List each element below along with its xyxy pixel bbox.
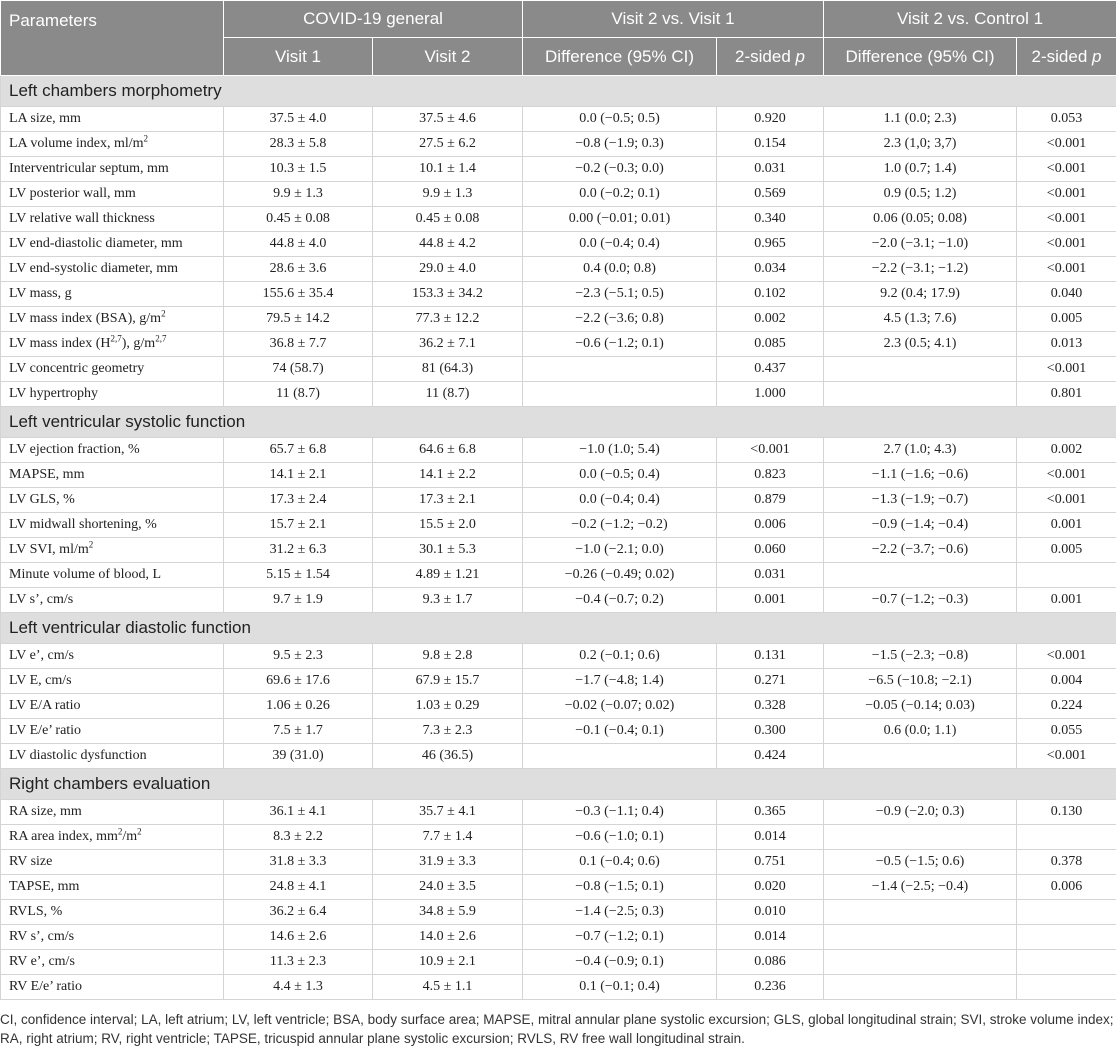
visit2-value-cell: 10.9 ± 2.1 [373,950,523,975]
difference-v2v1-cell: 0.1 (−0.4; 0.6) [523,850,717,875]
header-visit2-vs-visit1: Visit 2 vs. Visit 1 [523,1,824,38]
visit1-value-cell: 11 (8.7) [224,382,373,407]
parameter-cell: LV mass index $(H^{2,7})$, $g/m^{2,7}$ [1,332,224,357]
p-value-v2c1-cell: 0.002 [1017,438,1116,463]
p-value-v2v1-cell: 0.340 [717,207,824,232]
p-value-v2v1-cell: 0.031 [717,563,824,588]
p-value-v2c1-cell [1017,825,1116,850]
difference-v2c1-cell: −2.2 (−3.7; −0.6) [824,538,1017,563]
difference-v2v1-cell: 0.0 (−0.5; 0.5) [523,107,717,132]
visit2-value-cell: 27.5 ± 6.2 [373,132,523,157]
difference-v2c1-cell [824,357,1017,382]
table-row [1,232,1116,257]
p-value-v2c1-cell [1017,925,1116,950]
table-row [1,825,1116,850]
visit1-value-cell: 36.8 ± 7.7 [224,332,373,357]
table-row [1,488,1116,513]
difference-v2v1-cell: −0.7 (−1.2; 0.1) [523,925,717,950]
visit1-value-cell: 7.5 ± 1.7 [224,719,373,744]
table-row [1,644,1116,669]
table-row [1,563,1116,588]
difference-v2c1-cell: 0.6 (0.0; 1.1) [824,719,1017,744]
difference-v2v1-cell: 0.0 (−0.4; 0.4) [523,232,717,257]
p-value-v2c1-cell: <0.001 [1017,357,1116,382]
visit2-value-cell: 9.8 ± 2.8 [373,644,523,669]
difference-v2c1-cell: 0.9 (0.5; 1.2) [824,182,1017,207]
difference-v2c1-cell [824,563,1017,588]
visit1-value-cell: 4.4 ± 1.3 [224,975,373,1000]
visit2-value-cell: 29.0 ± 4.0 [373,257,523,282]
difference-v2v1-cell: 0.1 (−0.1; 0.4) [523,975,717,1000]
p-value-v2c1-cell: 0.001 [1017,513,1116,538]
visit1-value-cell: 5.15 ± 1.54 [224,563,373,588]
difference-v2v1-cell: 0.2 (−0.1; 0.6) [523,644,717,669]
p-value-v2c1-cell: 0.378 [1017,850,1116,875]
parameter-cell: LV GLS, % [1,488,224,513]
p-value-v2c1-cell [1017,900,1116,925]
visit2-value-cell: 1.03 ± 0.29 [373,694,523,719]
p-value-v2c1-cell: <0.001 [1017,257,1116,282]
difference-v2c1-cell [824,744,1017,769]
difference-v2c1-cell: −0.9 (−2.0; 0.3) [824,800,1017,825]
p-value-v2v1-cell: 0.569 [717,182,824,207]
p-value-v2c1-cell: <0.001 [1017,182,1116,207]
p-value-v2v1-cell: 1.000 [717,382,824,407]
visit1-value-cell: 17.3 ± 2.4 [224,488,373,513]
p-value-v2c1-cell: 0.013 [1017,332,1116,357]
visit2-value-cell: 24.0 ± 3.5 [373,875,523,900]
difference-v2v1-cell: −0.02 (−0.07; 0.02) [523,694,717,719]
visit2-value-cell: 31.9 ± 3.3 [373,850,523,875]
p-value-v2v1-cell: 0.002 [717,307,824,332]
visit1-value-cell: 155.6 ± 35.4 [224,282,373,307]
table-row [1,282,1116,307]
visit1-value-cell: 14.6 ± 2.6 [224,925,373,950]
visit2-value-cell: 77.3 ± 12.2 [373,307,523,332]
difference-v2v1-cell [523,382,717,407]
visit2-value-cell: 0.45 ± 0.08 [373,207,523,232]
difference-v2c1-cell [824,900,1017,925]
p-value-v2c1-cell: <0.001 [1017,157,1116,182]
parameter-cell: MAPSE, mm [1,463,224,488]
difference-v2c1-cell [824,975,1017,1000]
visit2-value-cell: 7.3 ± 2.3 [373,719,523,744]
section-title: Right chambers evaluation [1,769,1116,800]
visit2-value-cell: 14.0 ± 2.6 [373,925,523,950]
parameter-cell: RA size, mm [1,800,224,825]
header-visit1: Visit 1 [224,38,373,76]
visit1-value-cell: 9.5 ± 2.3 [224,644,373,669]
visit2-value-cell: 81 (64.3) [373,357,523,382]
table-row [1,132,1116,157]
header-p-v2v1: 2-sided p [717,38,824,76]
p-value-v2v1-cell: 0.424 [717,744,824,769]
section-row [1,407,1116,438]
header-difference-v2c1: Difference (95% CI) [824,38,1017,76]
p-value-v2c1-cell: <0.001 [1017,644,1116,669]
visit1-value-cell: 9.7 ± 1.9 [224,588,373,613]
visit2-value-cell: 7.7 ± 1.4 [373,825,523,850]
visit1-value-cell: 37.5 ± 4.0 [224,107,373,132]
p-value-v2c1-cell: <0.001 [1017,232,1116,257]
difference-v2v1-cell: −1.0 (1.0; 5.4) [523,438,717,463]
p-value-v2v1-cell: 0.437 [717,357,824,382]
difference-v2c1-cell: −1.4 (−2.5; −0.4) [824,875,1017,900]
visit1-value-cell: 24.8 ± 4.1 [224,875,373,900]
table-row [1,925,1116,950]
parameter-cell: RVLS, % [1,900,224,925]
parameter-cell: LV end-systolic diameter, mm [1,257,224,282]
visit1-value-cell: 39 (31.0) [224,744,373,769]
p-value-v2v1-cell: 0.965 [717,232,824,257]
parameter-cell: LV concentric geometry [1,357,224,382]
visit2-value-cell: 34.8 ± 5.9 [373,900,523,925]
difference-v2v1-cell: −0.4 (−0.7; 0.2) [523,588,717,613]
table-row [1,107,1116,132]
p-value-v2v1-cell: 0.102 [717,282,824,307]
difference-v2c1-cell: 9.2 (0.4; 17.9) [824,282,1017,307]
visit1-value-cell: 65.7 ± 6.8 [224,438,373,463]
parameter-cell: RV E/e’ ratio [1,975,224,1000]
difference-v2c1-cell: −1.3 (−1.9; −0.7) [824,488,1017,513]
visit2-value-cell: 10.1 ± 1.4 [373,157,523,182]
visit2-value-cell: 35.7 ± 4.1 [373,800,523,825]
p-value-v2v1-cell: 0.328 [717,694,824,719]
p-value-v2v1-cell: 0.085 [717,332,824,357]
table-row [1,694,1116,719]
parameter-cell: LV s’, cm/s [1,588,224,613]
difference-v2c1-cell: −6.5 (−10.8; −2.1) [824,669,1017,694]
visit2-value-cell: 64.6 ± 6.8 [373,438,523,463]
section-row [1,613,1116,644]
visit1-value-cell: 69.6 ± 17.6 [224,669,373,694]
difference-v2c1-cell: −2.2 (−3.1; −1.2) [824,257,1017,282]
parameter-cell: Minute volume of blood, L [1,563,224,588]
p-value-v2c1-cell: 0.801 [1017,382,1116,407]
section-title: Left chambers morphometry [1,76,1116,107]
visit1-value-cell: 28.3 ± 5.8 [224,132,373,157]
p-value-v2v1-cell: 0.001 [717,588,824,613]
p-value-v2v1-cell: 0.879 [717,488,824,513]
p-value-v2v1-cell: 0.920 [717,107,824,132]
difference-v2c1-cell: 2.7 (1.0; 4.3) [824,438,1017,463]
p-value-v2v1-cell: 0.010 [717,900,824,925]
parameter-cell: LV diastolic dysfunction [1,744,224,769]
visit1-value-cell: 0.45 ± 0.08 [224,207,373,232]
section-row [1,76,1116,107]
difference-v2v1-cell: 0.0 (−0.4; 0.4) [523,488,717,513]
difference-v2v1-cell: 0.0 (−0.5; 0.4) [523,463,717,488]
difference-v2v1-cell: 0.0 (−0.2; 0.1) [523,182,717,207]
p-value-v2v1-cell: 0.236 [717,975,824,1000]
difference-v2c1-cell [824,825,1017,850]
difference-v2v1-cell: −0.2 (−0.3; 0.0) [523,157,717,182]
visit2-value-cell: 36.2 ± 7.1 [373,332,523,357]
p-value-v2v1-cell: 0.060 [717,538,824,563]
p-value-v2v1-cell: 0.034 [717,257,824,282]
difference-v2c1-cell: −2.0 (−3.1; −1.0) [824,232,1017,257]
p-value-v2v1-cell: <0.001 [717,438,824,463]
table-row [1,875,1116,900]
p-value-v2c1-cell: <0.001 [1017,744,1116,769]
p-value-v2c1-cell: <0.001 [1017,463,1116,488]
p-value-v2v1-cell: 0.823 [717,463,824,488]
p-value-v2c1-cell: 0.004 [1017,669,1116,694]
parameter-cell: LV SVI, $ml/m^2$ [1,538,224,563]
parameter-cell: LA size, mm [1,107,224,132]
header-visit2: Visit 2 [373,38,523,76]
visit2-value-cell: 4.89 ± 1.21 [373,563,523,588]
p-value-v2v1-cell: 0.300 [717,719,824,744]
visit2-value-cell: 44.8 ± 4.2 [373,232,523,257]
difference-v2v1-cell: −0.26 (−0.49; 0.02) [523,563,717,588]
p-value-v2v1-cell: 0.131 [717,644,824,669]
parameter-cell: LV end-diastolic diameter, mm [1,232,224,257]
header-difference-v2v1: Difference (95% CI) [523,38,717,76]
table-row [1,332,1116,357]
visit2-value-cell: 67.9 ± 15.7 [373,669,523,694]
difference-v2v1-cell: −0.6 (−1.2; 0.1) [523,332,717,357]
table-row [1,207,1116,232]
difference-v2v1-cell [523,744,717,769]
difference-v2v1-cell: −0.2 (−1.2; −0.2) [523,513,717,538]
visit2-value-cell: 11 (8.7) [373,382,523,407]
table-footnote: CI, confidence interval; LA, left atrium; LV, left ventricle; BSA, body surface area; MAPSE, mitral annular plane systolic excursion; GLS, global longitudinal strain; SVI, stroke volume index; RA, right atrium; RV, right ventricle; TAPSE, tricuspid annular plane systolic excursion; RVLS, RV free wall longitudinal strain. [0,1010,1116,1048]
difference-v2v1-cell: −1.0 (−2.1; 0.0) [523,538,717,563]
visit2-value-cell: 15.5 ± 2.0 [373,513,523,538]
difference-v2c1-cell [824,925,1017,950]
visit1-value-cell: 8.3 ± 2.2 [224,825,373,850]
table-row [1,850,1116,875]
p-value-v2v1-cell: 0.365 [717,800,824,825]
p-value-v2c1-cell: 0.053 [1017,107,1116,132]
header-visit2-vs-control1: Visit 2 vs. Control 1 [824,1,1116,38]
table-row [1,669,1116,694]
p-value-v2c1-cell: <0.001 [1017,488,1116,513]
table-row [1,800,1116,825]
parameter-cell: LV E/A ratio [1,694,224,719]
difference-v2v1-cell: −2.3 (−5.1; 0.5) [523,282,717,307]
difference-v2v1-cell: −1.4 (−2.5; 0.3) [523,900,717,925]
difference-v2c1-cell: 4.5 (1.3; 7.6) [824,307,1017,332]
difference-v2v1-cell: −0.6 (−1.0; 0.1) [523,825,717,850]
visit2-value-cell: 30.1 ± 5.3 [373,538,523,563]
table-row [1,588,1116,613]
table-row [1,357,1116,382]
p-value-v2c1-cell [1017,563,1116,588]
visit1-value-cell: 14.1 ± 2.1 [224,463,373,488]
p-value-v2c1-cell: 0.224 [1017,694,1116,719]
p-value-v2v1-cell: 0.006 [717,513,824,538]
p-value-v2c1-cell: 0.006 [1017,875,1116,900]
visit2-value-cell: 9.9 ± 1.3 [373,182,523,207]
visit1-value-cell: 31.8 ± 3.3 [224,850,373,875]
p-value-v2c1-cell [1017,950,1116,975]
table-row [1,538,1116,563]
visit2-value-cell: 37.5 ± 4.6 [373,107,523,132]
difference-v2v1-cell: −0.1 (−0.4; 0.1) [523,719,717,744]
header-p-v2c1: 2-sided p [1017,38,1116,76]
visit1-value-cell: 1.06 ± 0.26 [224,694,373,719]
parameter-cell: RV s’, cm/s [1,925,224,950]
p-value-v2v1-cell: 0.271 [717,669,824,694]
difference-v2c1-cell: −1.1 (−1.6; −0.6) [824,463,1017,488]
visit1-value-cell: 74 (58.7) [224,357,373,382]
difference-v2c1-cell: 1.1 (0.0; 2.3) [824,107,1017,132]
table-row [1,463,1116,488]
visit1-value-cell: 28.6 ± 3.6 [224,257,373,282]
difference-v2c1-cell: 2.3 (1,0; 3,7) [824,132,1017,157]
visit1-value-cell: 11.3 ± 2.3 [224,950,373,975]
table-row [1,382,1116,407]
p-value-v2c1-cell: <0.001 [1017,132,1116,157]
p-value-v2c1-cell [1017,975,1116,1000]
difference-v2c1-cell [824,382,1017,407]
visit1-value-cell: 9.9 ± 1.3 [224,182,373,207]
p-value-v2v1-cell: 0.020 [717,875,824,900]
visit1-value-cell: 10.3 ± 1.5 [224,157,373,182]
parameter-cell: LV hypertrophy [1,382,224,407]
header-covid-general: COVID-19 general [224,1,523,38]
parameter-cell: RA area index, $mm^2/m^2$ [1,825,224,850]
p-value-v2c1-cell: 0.001 [1017,588,1116,613]
difference-v2c1-cell: 2.3 (0.5; 4.1) [824,332,1017,357]
p-value-v2v1-cell: 0.154 [717,132,824,157]
parameter-cell: LV ejection fraction, % [1,438,224,463]
difference-v2c1-cell: −0.7 (−1.2; −0.3) [824,588,1017,613]
difference-v2v1-cell [523,357,717,382]
visit2-value-cell: 46 (36.5) [373,744,523,769]
table-row [1,744,1116,769]
difference-v2v1-cell: 0.00 (−0.01; 0.01) [523,207,717,232]
parameter-cell: LV relative wall thickness [1,207,224,232]
difference-v2c1-cell: −1.5 (−2.3; −0.8) [824,644,1017,669]
difference-v2v1-cell: 0.4 (0.0; 0.8) [523,257,717,282]
difference-v2v1-cell: −1.7 (−4.8; 1.4) [523,669,717,694]
visit1-value-cell: 44.8 ± 4.0 [224,232,373,257]
section-row [1,769,1116,800]
difference-v2v1-cell: −0.8 (−1.5; 0.1) [523,875,717,900]
p-value-v2c1-cell: 0.040 [1017,282,1116,307]
header-parameters: Parameters [1,1,224,76]
p-value-v2c1-cell: <0.001 [1017,207,1116,232]
parameter-cell: RV size [1,850,224,875]
table-row [1,307,1116,332]
difference-v2c1-cell: −0.9 (−1.4; −0.4) [824,513,1017,538]
p-value-v2v1-cell: 0.031 [717,157,824,182]
parameter-cell: LV e’, cm/s [1,644,224,669]
parameter-cell: TAPSE, mm [1,875,224,900]
p-value-v2c1-cell: 0.005 [1017,307,1116,332]
table-row [1,900,1116,925]
p-value-v2c1-cell: 0.005 [1017,538,1116,563]
visit1-value-cell: 36.1 ± 4.1 [224,800,373,825]
parameter-cell: LV posterior wall, mm [1,182,224,207]
visit1-value-cell: 36.2 ± 6.4 [224,900,373,925]
table-row [1,719,1116,744]
parameter-cell: LV midwall shortening, % [1,513,224,538]
difference-v2v1-cell: −0.3 (−1.1; 0.4) [523,800,717,825]
visit1-value-cell: 31.2 ± 6.3 [224,538,373,563]
p-value-v2c1-cell: 0.055 [1017,719,1116,744]
difference-v2c1-cell [824,950,1017,975]
table-row [1,950,1116,975]
section-title: Left ventricular systolic function [1,407,1116,438]
parameter-cell: LV E, cm/s [1,669,224,694]
difference-v2c1-cell: 1.0 (0.7; 1.4) [824,157,1017,182]
parameter-cell: LV E/e’ ratio [1,719,224,744]
difference-v2c1-cell: 0.06 (0.05; 0.08) [824,207,1017,232]
p-value-v2v1-cell: 0.751 [717,850,824,875]
parameter-cell: RV e’, cm/s [1,950,224,975]
table-row [1,257,1116,282]
parameter-cell: LV mass index (BSA), $g/m^2$ [1,307,224,332]
table-body [1,76,1116,1000]
difference-v2v1-cell: −0.4 (−0.9; 0.1) [523,950,717,975]
parameter-cell: Interventricular septum, mm [1,157,224,182]
difference-v2v1-cell: −0.8 (−1.9; 0.3) [523,132,717,157]
p-value-v2v1-cell: 0.014 [717,825,824,850]
table-row [1,157,1116,182]
table-row [1,513,1116,538]
visit2-value-cell: 4.5 ± 1.1 [373,975,523,1000]
table-row [1,975,1116,1000]
visit2-value-cell: 14.1 ± 2.2 [373,463,523,488]
difference-v2c1-cell: −0.05 (−0.14; 0.03) [824,694,1017,719]
table-row [1,438,1116,463]
section-title: Left ventricular diastolic function [1,613,1116,644]
p-value-v2c1-cell: 0.130 [1017,800,1116,825]
parameter-cell: LV mass, g [1,282,224,307]
table-row [1,182,1116,207]
visit2-value-cell: 17.3 ± 2.1 [373,488,523,513]
difference-v2v1-cell: −2.2 (−3.6; 0.8) [523,307,717,332]
parameter-cell: LA volume index, $ml/m^2$ [1,132,224,157]
visit2-value-cell: 9.3 ± 1.7 [373,588,523,613]
visit2-value-cell: 153.3 ± 34.2 [373,282,523,307]
visit1-value-cell: 15.7 ± 2.1 [224,513,373,538]
difference-v2c1-cell: −0.5 (−1.5; 0.6) [824,850,1017,875]
p-value-v2v1-cell: 0.086 [717,950,824,975]
visit1-value-cell: 79.5 ± 14.2 [224,307,373,332]
p-value-v2v1-cell: 0.014 [717,925,824,950]
